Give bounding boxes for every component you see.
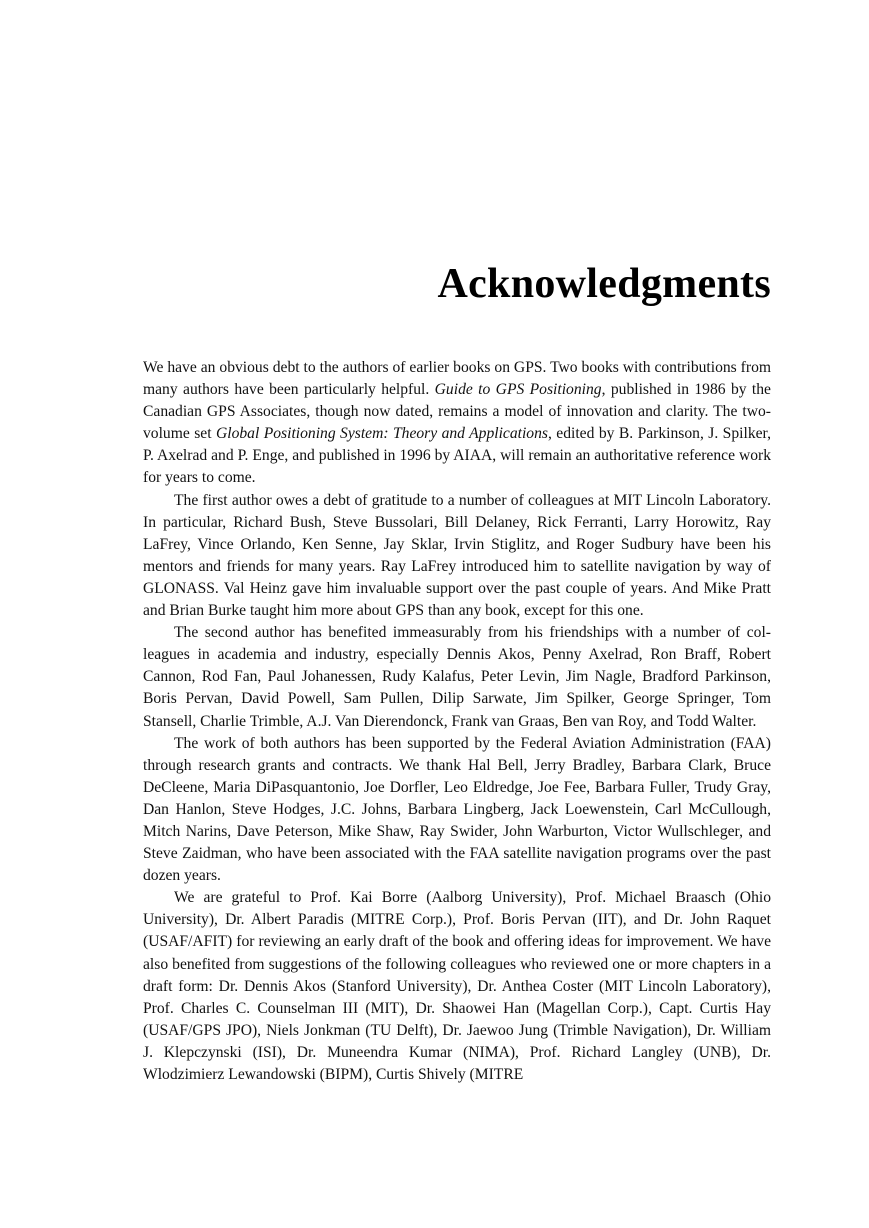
paragraph-1 xyxy=(143,357,771,490)
paragraph-5-text: We are grateful to Prof. Kai Borre (Aalborg University), Prof. Michael Braasch (Ohio University), Dr. Albert Paradis (MITRE Corp.), Prof. Boris Pervan (IIT), and Dr. John Raquet (USAF/AFIT) for reviewing an early draft of the book and offering ideas for improvement. We have also benefited from suggestions of the following colleagues who reviewed one or more chapters in a draft form: Dr. Dennis Akos (Stanford University), Dr. Anthea Coster (MIT Lincoln Laboratory), Prof. Charles C. Counselman III (MIT), Dr. Shaowei Han (Magellan Corp.), Capt. Curtis Hay (USAF/GPS JPO), Niels Jonkman (TU Delft), Dr. Jaewoo Jung (Trimble Navigation), Dr. William J. Klepczynski (ISI), Dr. Muneendra Kumar (NIMA), Prof. Richard Langley (UNB), Dr. Wlodzimierz Lewandowski (BIPM), Curtis Shively (MITRE xyxy=(143,889,771,1083)
paragraph-5 xyxy=(143,887,771,1086)
page-title: Acknowledgments xyxy=(437,261,771,307)
book-title-guide-to-gps-positioning: Guide to GPS Positioning xyxy=(434,381,602,399)
paragraph-3 xyxy=(143,622,771,732)
paragraph-2 xyxy=(143,490,771,623)
paragraph-1-text-2: , published in 1986 by the Canadian GPS Associates, though now dated, remains a model of innovation and clarity. The two-volume set xyxy=(143,381,771,443)
paragraph-4-text: The work of both authors has been supported by the Federal Aviation Administration (FAA) through research grants and contracts. We thank Hal Bell, Jerry Bradley, Barbara Clark, Bruce DeCleene, Maria DiPasquantonio, Joe Dorfler, Leo Eldredge, Joe Fee, Barbara Fuller, Trudy Gray, Dan Hanlon, Steve Hodges, J.C. Johns, Barbara Lingberg, Jack Loewenstein, Carl McCullough, Mitch Narins, Dave Peterson, Mike Shaw, Ray Swider, John Warburton, Victor Wullschleger, and Steve Zaidman, who have been associated with the FAA satellite navigation programs over the past dozen years. xyxy=(143,734,771,885)
paragraph-3-text: The second author has benefited immeasurably from his friendships with a number of colleagues in academia and industry, especially Dennis Akos, Penny Axelrad, Ron Braff, Robert Cannon, Rod Fan, Paul Johanessen, Rudy Kalafus, Peter Levin, Jim Nagle, Bradford Parkinson, Boris Pervan, David Powell, Sam Pullen, Dilip Sarwate, Jim Spilker, George Springer, Tom Stansell, Charlie Trimble, A.J. Van Dierendonck, Frank van Graas, Ben van Roy, and Todd Walter. xyxy=(143,624,771,730)
paragraph-2-text: The first author owes a debt of gratitude to a number of colleagues at MIT Lincoln Laboratory. In particular, Richard Bush, Steve Bussolari, Bill Delaney, Rick Ferranti, Larry Horowitz, Ray LaFrey, Vince Orlando, Ken Senne, Jay Sklar, Irvin Stiglitz, and Roger Sudbury have been his mentors and friends for many years. Ray LaFrey introduced him to satellite navigation by way of GLONASS. Val Heinz gave him invaluable support over the past couple of years. And Mike Pratt and Brian Burke taught him more about GPS than any book, except for this one. xyxy=(143,491,771,620)
paragraph-4 xyxy=(143,733,771,888)
paragraph-1-text-3: , edited by B. Parkinson, J. Spilker, P. Axelrad and P. Enge, and published in 1996 by AIAA, will remain an authoritative reference work for years to come. xyxy=(143,425,772,487)
paragraph-1-text-1: We have an obvious debt to the authors of earlier books on GPS. Two books with contributions from many authors have been particularly helpful. xyxy=(143,359,771,399)
acknowledgments-body xyxy=(143,357,771,1086)
book-title-global-positioning-system: Global Positioning System: Theory and Applications xyxy=(215,425,548,443)
